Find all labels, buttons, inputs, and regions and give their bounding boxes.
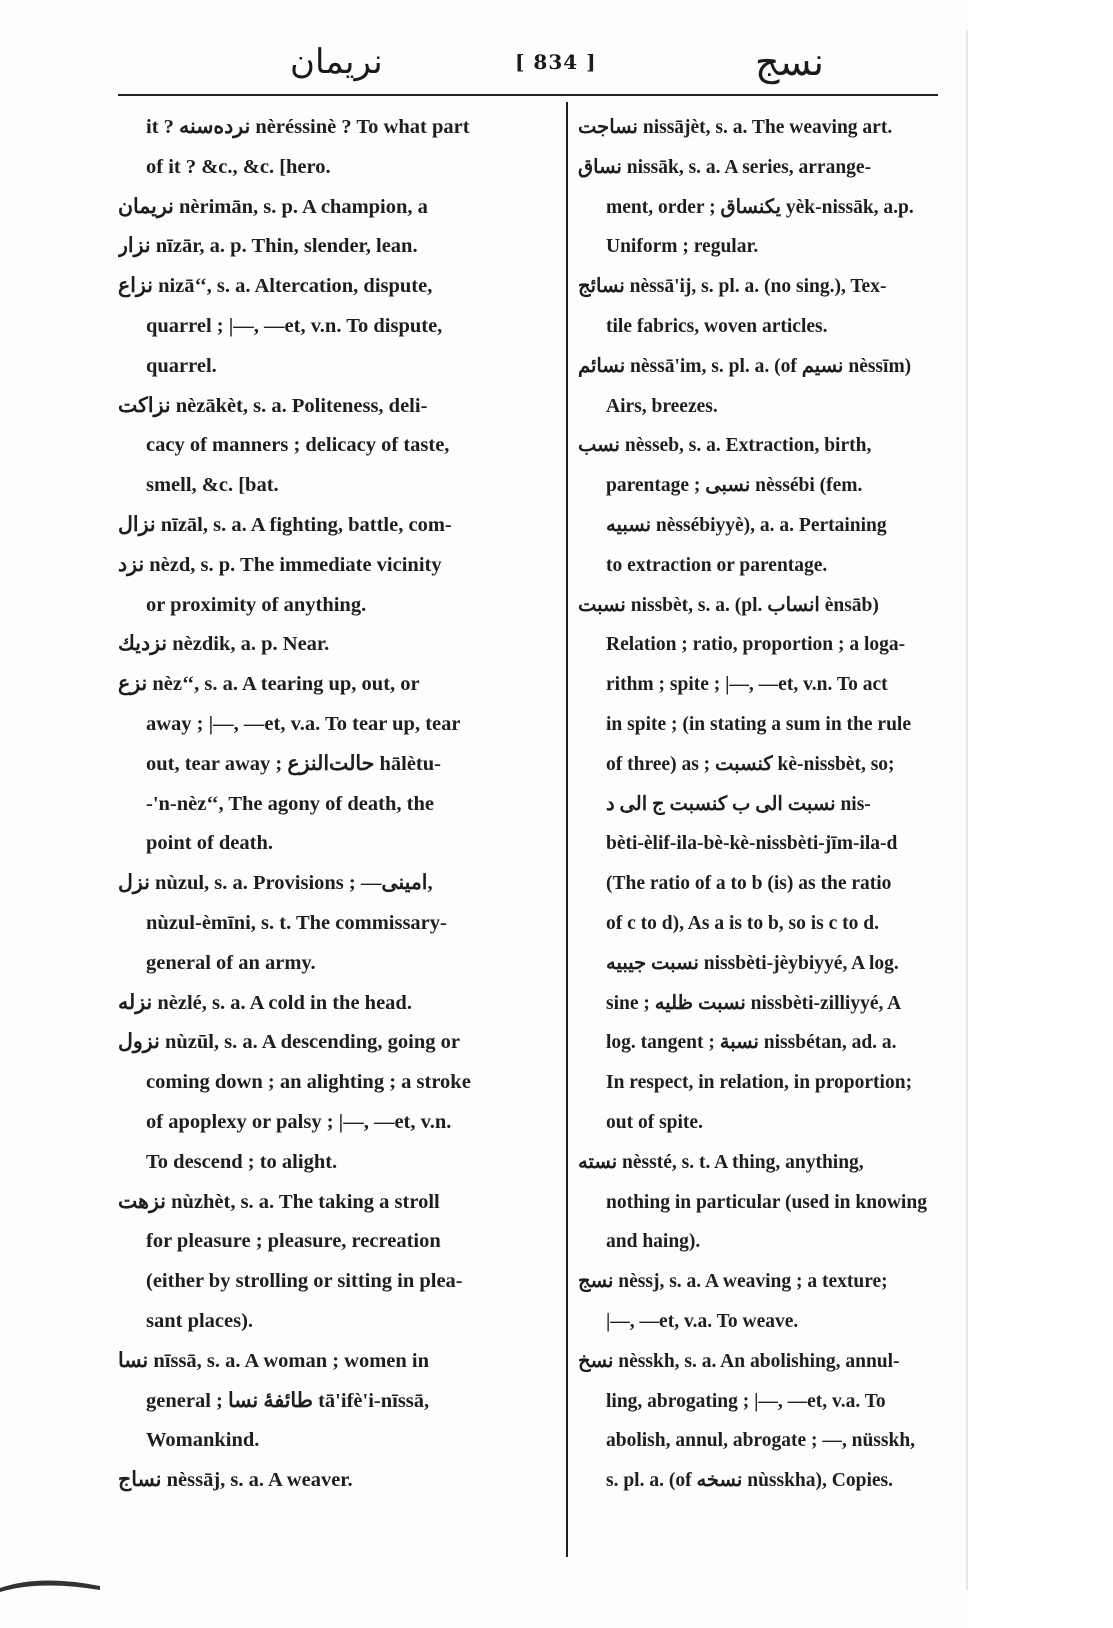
page-edge-line [966,30,968,1590]
right-column [578,108,958,1501]
entry-headword-line: نريمان nèrimān, s. p. A champion, a [118,195,428,218]
entry-line: abolish, annul, abrogate ; —, nüsskh, [606,1430,916,1452]
entry-line: nùzul-èmīni, s. t. The commissary- [146,911,447,934]
entry-headword-line: نسج nèssj, s. a. A weaving ; a texture; [578,1271,888,1293]
entry-line: Uniform ; regular. [606,236,759,258]
entry-line: of c to d), As a is to b, so is c to d. [606,912,880,934]
entry-line: Airs, breezes. [606,395,718,417]
entry-headword-line: نسته nèssté, s. t. A thing, anything, [578,1151,864,1173]
entry-line: in spite ; (in stating a sum in the rule [606,713,911,735]
entry-line: sant places). [146,1309,254,1332]
entry-line: ment, order ; يكنساق yèk-nissāk, a.p. [606,196,914,218]
entry-line: to extraction or parentage. [606,554,828,576]
entry-headword-line: نزار nīzār, a. p. Thin, slender, lean. [118,235,418,258]
entry-headword-line: نسب nèsseb, s. a. Extraction, birth, [578,435,872,457]
entry-line: it ? نرده‌سنه nèréssinè ? To what part [146,116,470,138]
entry-line: coming down ; an alighting ; a stroke [146,1071,471,1094]
entry-line: for pleasure ; pleasure, recreation [146,1230,441,1253]
scan-margin [968,0,1113,1628]
entry-headword-line: نزل nùzul, s. a. Provisions ; —امينى, [118,872,433,895]
entry-line: rithm ; spite ; ‎|—, —et, v.n. To act [606,674,888,696]
entry-headword-line: نساجت nissājèt, s. a. The weaving art. [578,117,893,138]
entry-line: نسبت الى ب كنسبت ج الى د nis- [606,793,871,815]
entry-line: -'n-nèz‘‘, The agony of death, the [146,792,434,815]
entry-line: out of spite. [606,1111,703,1133]
entry-headword-line: نزاع nizā‘‘, s. a. Altercation, dispute, [118,275,433,298]
entry-headword-line: نسائم nèssā'im, s. pl. a. (of نسيم nèssīm) [578,355,912,377]
left-column [118,108,553,1501]
entry-line: نسبت جيبيه nissbèti-jèybiyyé, A log. [606,952,899,974]
entry-line: nothing in particular (used in knowing [606,1191,927,1213]
entry-line: cacy of manners ; delicacy of taste, [146,434,450,457]
entry-headword-line: نزد nèzd, s. p. The immediate vicinity [118,553,442,576]
entry-line: ‎|—, —et, v.a. To weave. [606,1310,799,1332]
entry-headword-line: نسبت nissbèt, s. a. (pl. انساب ènsāb) [578,594,879,616]
entry-line: quarrel. [146,354,217,377]
entry-line: Womankind. [146,1429,260,1452]
column-divider [566,102,568,1557]
entry-line: or proximity of anything. [146,593,367,616]
header-left-catchword: نريمان [290,42,383,82]
entry-headword-line: نزديك nèzdik, a. p. Near. [118,633,330,656]
entry-line: sine ; نسبت ظليه nissbèti-zilliyyé, A [606,992,902,1014]
entry-headword-line: نزول nùzūl, s. a. A descending, going or [118,1031,460,1054]
entry-line: (The ratio of a to b (is) as the ratio [606,873,892,895]
entry-line: bèti-èlif-ila-bè-kè-nissbèti-jīm-ila-d [606,833,898,855]
entry-line: of apoplexy or palsy ; ‎|—, —et, v.n. [146,1110,452,1133]
entry-headword-line: نساق nissāk, s. a. A series, arrange- [578,156,872,178]
entry-headword-line: نزع nèz‘‘, s. a. A tearing up, out, or [118,673,420,696]
entry-line: general ; طائفهٔ نسا tā'ifè'i-nīssā, [146,1389,430,1412]
entry-line: نسبيه nèssébiyyè), a. a. Pertaining [606,514,887,536]
entry-headword-line: نسا nīssā, s. a. A woman ; women in [118,1349,430,1372]
header-right-catchword: نسج [755,40,825,84]
entry-line: parentage ; نسبى nèssébi (fem. [606,475,863,497]
entry-line: ling, abrogating ; ‎|—, —et, v.a. To [606,1390,886,1412]
entry-line: away ; ‎|—, —et, v.a. To tear up, tear [146,712,461,735]
entry-line: tile fabrics, woven articles. [606,315,828,337]
entry-headword-line: نزال nīzāl, s. a. A fighting, battle, com- [118,513,452,536]
entry-headword-line: نزهت nùzhèt, s. a. The taking a stroll [118,1190,440,1213]
entry-line: To descend ; to alight. [146,1150,338,1173]
entry-line: smell, &c. [bat. [146,474,279,497]
entry-headword-line: نسائج nèssā'ij, s. pl. a. (no sing.), Tex- [578,276,887,298]
entry-line: general of an army. [146,951,316,974]
entry-line: of it ? &c., &c. [hero. [146,155,331,178]
page-number: [ 834 ] [515,50,597,74]
entry-line: point of death. [146,832,274,855]
entry-line: Relation ; ratio, proportion ; a loga- [606,634,906,656]
entry-headword-line: نزاكت nèzākèt, s. a. Politeness, deli- [118,394,428,417]
entry-headword-line: نساج nèssāj, s. a. A weaver. [118,1469,353,1492]
entry-line: out, tear away ; حالت‌النزع hālètu- [146,752,441,775]
entry-line: (either by strolling or sitting in plea- [146,1270,463,1293]
entry-line: of three) as ; كنسبت kè-nissbèt, so; [606,753,895,775]
page-header [115,42,975,92]
entry-headword-line: نزله nèzlé, s. a. A cold in the head. [118,991,412,1014]
header-rule [118,94,938,96]
scan-smudge [0,1572,110,1592]
entry-line: In respect, in relation, in proportion; [606,1072,913,1094]
entry-line: and haing). [606,1231,701,1253]
entry-line: log. tangent ; نسبة nissbétan, ad. a. [606,1032,897,1054]
entry-line: quarrel ; ‎|—, —et, v.n. To dispute, [146,314,443,337]
entry-line: s. pl. a. (of نسخه nùsskha), Copies. [606,1470,893,1492]
entry-headword-line: نسخ nèsskh, s. a. An abolishing, annul- [578,1350,900,1372]
